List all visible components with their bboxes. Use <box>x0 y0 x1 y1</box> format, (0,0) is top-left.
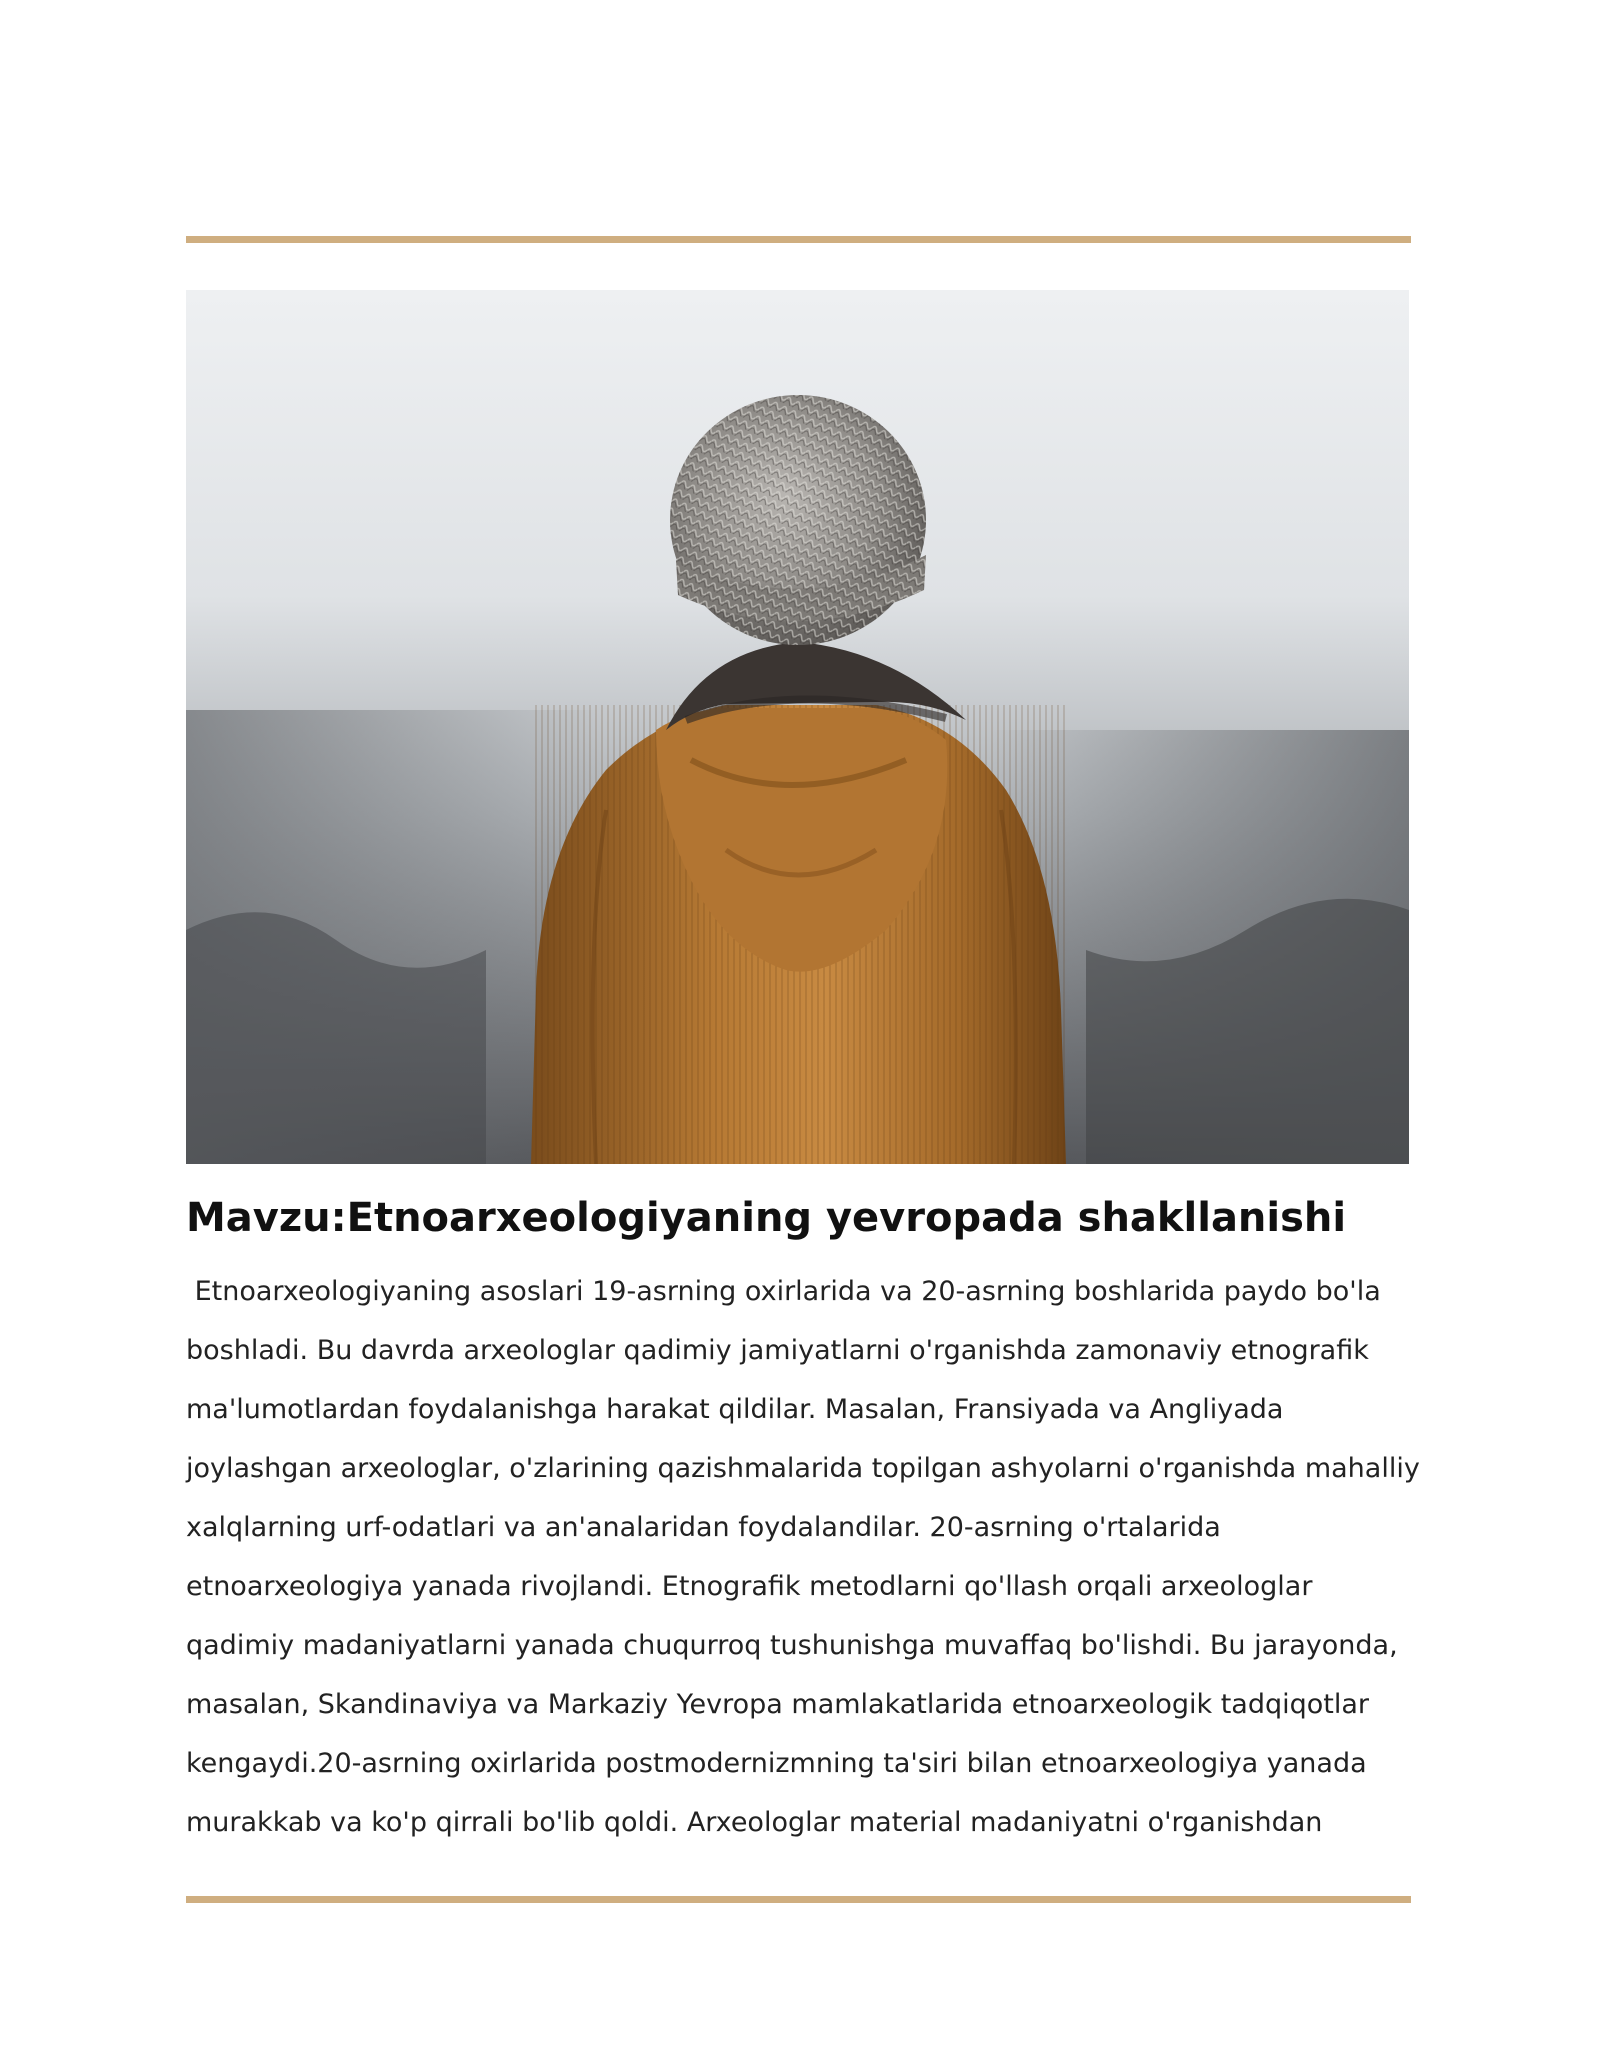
body-line: murakkab va ko'p qirrali bo'lib qoldi. Arxeologlar material madaniyatni o'rganishdan <box>186 1807 1323 1838</box>
body-line: xalqlarning urf-odatlari va an'analaridan foydalandilar. 20-asrning o'rtalarida <box>186 1512 1221 1543</box>
top-divider-rule <box>186 236 1411 243</box>
hero-photo <box>186 290 1409 1164</box>
body-paragraph <box>186 1262 1420 1852</box>
body-line: joylashgan arxeologlar, o'zlarining qazishmalarida topilgan ashyolarni o'rganishda mahalliy <box>186 1453 1420 1484</box>
body-line: kengaydi.20-asrning oxirlarida postmodernizmning ta'siri bilan etnoarxeologiya yanada <box>186 1748 1367 1779</box>
body-line: ma'lumotlardan foydalanishga harakat qildilar. Masalan, Fransiyada va Angliyada <box>186 1394 1284 1425</box>
body-line: masalan, Skandinaviya va Markaziy Yevropa mamlakatlarida etnoarxeologik tadqiqotlar <box>186 1689 1370 1720</box>
hero-photo-illustration <box>186 290 1409 1164</box>
document-title: Mavzu:Etnoarxeologiyaning yevropada shakllanishi <box>186 1195 1347 1241</box>
body-line: boshladi. Bu davrda arxeologlar qadimiy jamiyatlarni o'rganishda zamonaviy etnografik <box>186 1335 1369 1366</box>
body-line: Etnoarxeologiyaning asoslari 19-asrning oxirlarida va 20-asrning boshlarida paydo bo'la <box>186 1276 1381 1307</box>
bottom-divider-rule <box>186 1896 1411 1903</box>
body-line: etnoarxeologiya yanada rivojlandi. Etnografik metodlarni qo'llash orqali arxeologlar <box>186 1571 1313 1602</box>
body-line: qadimiy madaniyatlarni yanada chuqurroq tushunishga muvaffaq bo'lishdi. Bu jarayonda, <box>186 1630 1398 1661</box>
